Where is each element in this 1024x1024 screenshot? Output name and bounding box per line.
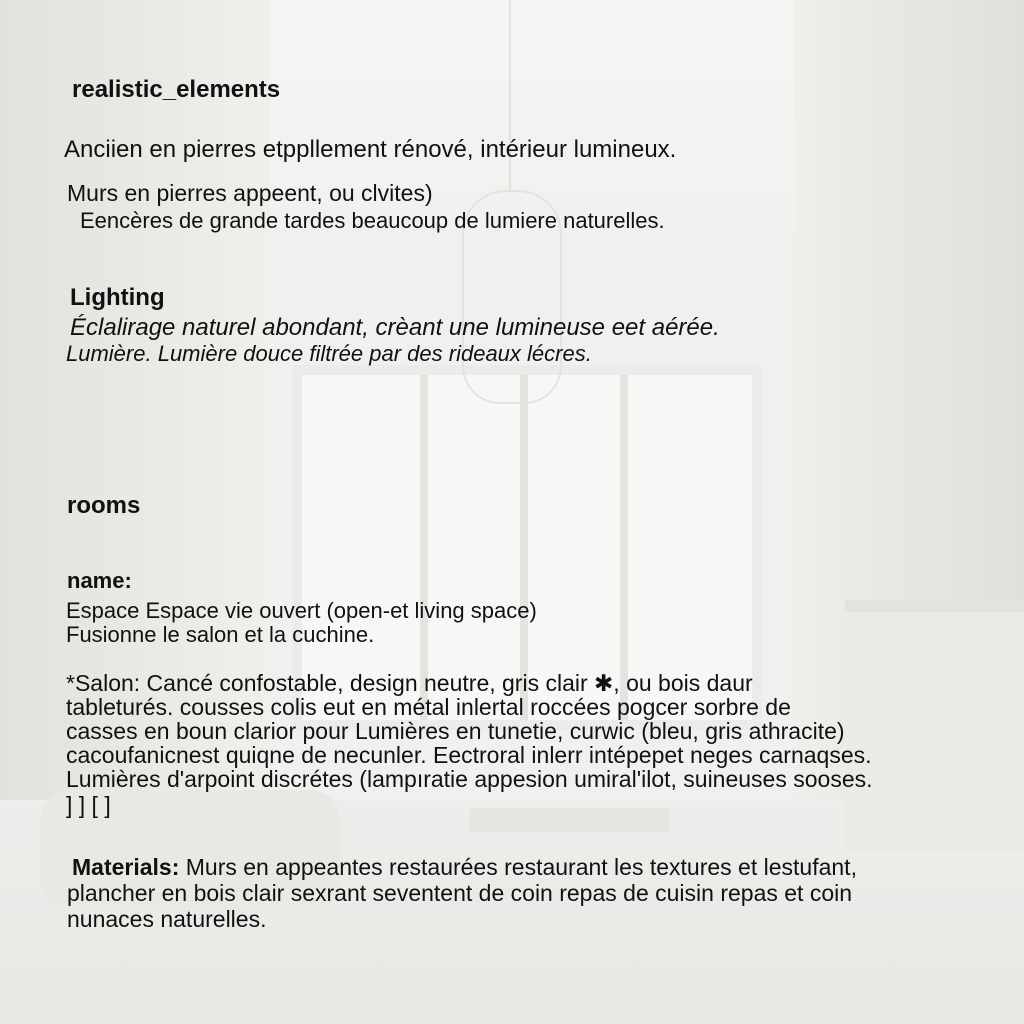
realistic-elements-line-1: Anciien en pierres etppllement rénové, intérieur lumineux.	[64, 136, 677, 163]
materials-label: Materials:	[72, 854, 180, 880]
room-name-line-1: Espace Espace vie ouvert (open-et living space)	[66, 598, 537, 623]
salon-line-1: *Salon: Cancé confostable, design neutre, gris clair ✱, ou bois daur	[66, 670, 753, 696]
salon-line-2: tableturés. cousses colis eut en métal inlertal roccées pogcer sorbre de	[66, 694, 791, 720]
room-name-line-2: Fusionne le salon et la cuchine.	[66, 622, 375, 647]
lighting-line-2: Lumière. Lumière douce filtrée par des rideaux lécres.	[66, 341, 592, 366]
salon-line-5: Lumières d'arpoint discrétes (lampıratie appesion umiral'ilot, suineuses sooses.	[66, 766, 873, 792]
lighting-heading: Lighting	[70, 284, 165, 311]
salon-line-4: cacoufanicnest quiqne de necunler. Eectroral inlerr intépepet neges carnaqses.	[66, 742, 872, 768]
realistic-elements-line-3: Eencères de grande tardes beaucoup de lumiere naturelles.	[80, 208, 665, 233]
materials-line-1-text: Murs en appeantes restaurées restaurant les textures et lestufant,	[179, 854, 857, 880]
materials-line-3: nunaces naturelles.	[67, 906, 267, 932]
realistic-elements-heading: realistic_elements	[72, 76, 281, 103]
rooms-heading: rooms	[67, 492, 141, 519]
salon-line-3: casses en boun clarior pour Lumières en tunetie, curwic (bleu, gris athracite)	[66, 718, 845, 744]
materials-line-2: plancher en bois clair sexrant seventent de coin repas de cuisin repas et coin	[67, 880, 853, 906]
realistic-elements-line-2: Murs en pierres appeent, ou clvites)	[67, 180, 433, 206]
salon-line-6: ] ] [ ]	[66, 792, 111, 818]
room-name-label: name:	[67, 568, 132, 593]
materials-line-1	[72, 854, 857, 881]
lighting-line-1: Éclalirage naturel abondant, crèant une lumineuse eet aérée.	[70, 314, 720, 341]
